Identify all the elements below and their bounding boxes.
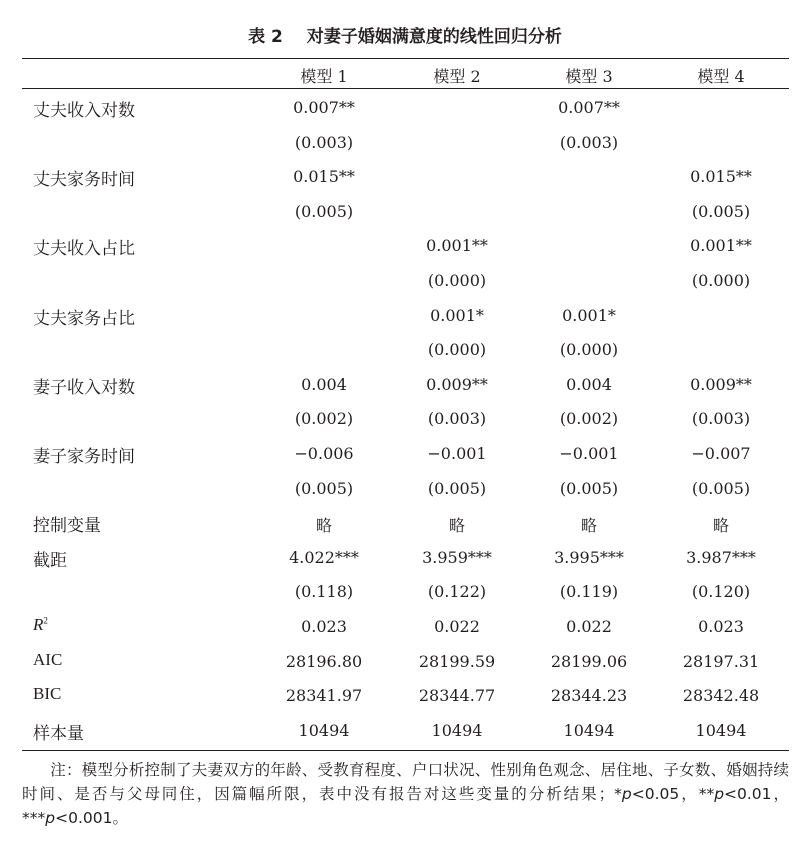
table-cell: 0.001* bbox=[562, 305, 616, 325]
table-cell: (0.005) bbox=[691, 201, 751, 221]
sig-star-1: * bbox=[614, 785, 622, 803]
sig-threshold-2: <0.01， bbox=[724, 785, 790, 803]
table-cell: 3.959*** bbox=[422, 547, 492, 567]
table-row bbox=[0, 436, 810, 471]
table-cell: 0.007** bbox=[293, 98, 355, 117]
table-number: 表 2 bbox=[248, 27, 283, 47]
table-row bbox=[0, 678, 810, 713]
table-cell: 10494 bbox=[431, 720, 483, 740]
header-rule bbox=[22, 88, 789, 89]
table-cell: 0.007** bbox=[558, 98, 620, 117]
table-row bbox=[0, 505, 810, 540]
table-row bbox=[0, 332, 810, 367]
table-cell: 28196.80 bbox=[285, 651, 363, 671]
row-label: 控制变量 bbox=[33, 516, 101, 537]
table-cell: 0.001* bbox=[430, 305, 484, 325]
column-header-model-4: 模型 4 bbox=[697, 67, 745, 86]
table-cell: 略 bbox=[712, 516, 729, 536]
table-cell: (0.005) bbox=[691, 478, 751, 498]
table-cell: 28199.59 bbox=[418, 651, 496, 671]
sig-p-2: p bbox=[714, 785, 725, 803]
table-cell: 28341.97 bbox=[285, 686, 363, 706]
sig-p-1: p bbox=[621, 785, 632, 803]
table-cell: −0.006 bbox=[294, 444, 354, 463]
table-note bbox=[22, 758, 789, 830]
table-cell: 略 bbox=[580, 516, 597, 536]
table-row bbox=[0, 125, 810, 160]
sig-p-3: p bbox=[45, 809, 56, 827]
table-cell: (0.000) bbox=[559, 340, 619, 360]
table-cell: 0.023 bbox=[301, 617, 347, 636]
row-label: $R^2$ bbox=[33, 615, 48, 634]
sig-star-2: ** bbox=[698, 785, 715, 803]
table-row bbox=[0, 298, 810, 333]
table-cell: (0.122) bbox=[427, 582, 487, 602]
table-cell: 0.001** bbox=[426, 236, 488, 256]
table-cell: (0.003) bbox=[691, 409, 751, 429]
table-row bbox=[0, 263, 810, 298]
table-row bbox=[0, 609, 810, 644]
table-cell: 0.009** bbox=[690, 374, 752, 394]
column-header-model-3: 模型 3 bbox=[565, 67, 613, 86]
table-cell: −0.001 bbox=[427, 444, 487, 463]
table-cell: 略 bbox=[315, 516, 332, 536]
table-cell: 28342.48 bbox=[682, 686, 760, 706]
table-cell: 0.022 bbox=[566, 617, 612, 636]
row-label: 丈夫家务占比 bbox=[33, 308, 135, 329]
row-label: 样本量 bbox=[33, 723, 84, 744]
table-cell: 0.022 bbox=[434, 617, 480, 636]
table-row bbox=[0, 401, 810, 436]
table-cell: 10494 bbox=[298, 720, 350, 740]
row-label: 妻子收入对数 bbox=[33, 377, 135, 398]
table-cell: 0.004 bbox=[301, 374, 347, 394]
table-cell: 0.015** bbox=[690, 167, 752, 187]
table-caption: 对妻子婚姻满意度的线性回归分析 bbox=[306, 27, 562, 47]
top-rule bbox=[22, 58, 789, 59]
sig-threshold-3: <0.001。 bbox=[55, 809, 128, 827]
table-cell: 0.009** bbox=[426, 374, 488, 394]
row-label: 丈夫收入对数 bbox=[33, 101, 135, 121]
table-cell: 10494 bbox=[695, 720, 747, 740]
table-cell: (0.005) bbox=[427, 478, 487, 498]
table-cell: 0.004 bbox=[566, 374, 612, 394]
table-cell: (0.005) bbox=[294, 201, 354, 221]
table-cell: 3.987*** bbox=[686, 547, 756, 567]
table-cell: 28344.77 bbox=[418, 686, 496, 706]
table-cell: (0.003) bbox=[559, 132, 619, 152]
table-cell: 0.023 bbox=[698, 617, 744, 636]
table-row bbox=[0, 713, 810, 748]
table-cell: 4.022*** bbox=[289, 547, 359, 567]
row-label: 丈夫家务时间 bbox=[33, 170, 135, 191]
table-row bbox=[0, 471, 810, 506]
table-cell: 0.001** bbox=[690, 236, 752, 256]
table-cell: −0.001 bbox=[559, 444, 619, 463]
sig-star-3: *** bbox=[22, 809, 46, 827]
table-cell: −0.007 bbox=[691, 444, 751, 463]
table-cell: 28344.23 bbox=[550, 686, 628, 706]
table-cell: (0.003) bbox=[427, 409, 487, 429]
column-header-model-1: 模型 1 bbox=[300, 67, 348, 86]
row-label: BIC bbox=[33, 684, 62, 704]
row-label: 妻子家务时间 bbox=[33, 447, 135, 467]
table-cell: (0.003) bbox=[294, 132, 354, 152]
table-cell: (0.002) bbox=[294, 409, 354, 429]
table-row bbox=[0, 540, 810, 575]
table-cell: 28199.06 bbox=[550, 651, 628, 671]
table-cell: (0.002) bbox=[559, 409, 619, 429]
sig-threshold-1: <0.05， bbox=[631, 785, 699, 803]
table-cell: 3.995*** bbox=[554, 547, 624, 567]
table-cell: 10494 bbox=[563, 720, 615, 740]
table-cell: 28197.31 bbox=[682, 651, 760, 671]
table-cell: (0.119) bbox=[559, 582, 619, 602]
bottom-rule bbox=[22, 750, 789, 751]
table-row bbox=[0, 159, 810, 194]
row-label: 截距 bbox=[33, 550, 67, 571]
table-title bbox=[0, 22, 810, 47]
table-cell: (0.000) bbox=[427, 271, 487, 290]
column-header-model-2: 模型 2 bbox=[433, 67, 481, 86]
table-cell: (0.120) bbox=[691, 582, 751, 602]
table-cell: (0.005) bbox=[559, 478, 619, 498]
table-row bbox=[0, 194, 810, 229]
table-cell: (0.000) bbox=[691, 271, 751, 290]
table-row bbox=[0, 574, 810, 609]
table-cell: (0.118) bbox=[294, 582, 354, 602]
table-cell: (0.000) bbox=[427, 340, 487, 360]
note-text: 注：模型分析控制了夫妻双方的年龄、受教育程度、户口状况、性别角色观念、居住地、子女数、婚姻持续时间、是否与父母同住，因篇幅所限，表中没有报告对这些变量的分析结果； bbox=[22, 761, 789, 803]
table-row bbox=[0, 90, 810, 125]
row-label: 丈夫收入占比 bbox=[33, 239, 135, 260]
table-row bbox=[0, 367, 810, 402]
table-cell: (0.005) bbox=[294, 478, 354, 498]
table-row bbox=[0, 228, 810, 263]
table-cell: 略 bbox=[448, 516, 465, 536]
table-cell: 0.015** bbox=[293, 167, 355, 187]
row-label: AIC bbox=[33, 649, 63, 669]
table-row bbox=[0, 644, 810, 679]
